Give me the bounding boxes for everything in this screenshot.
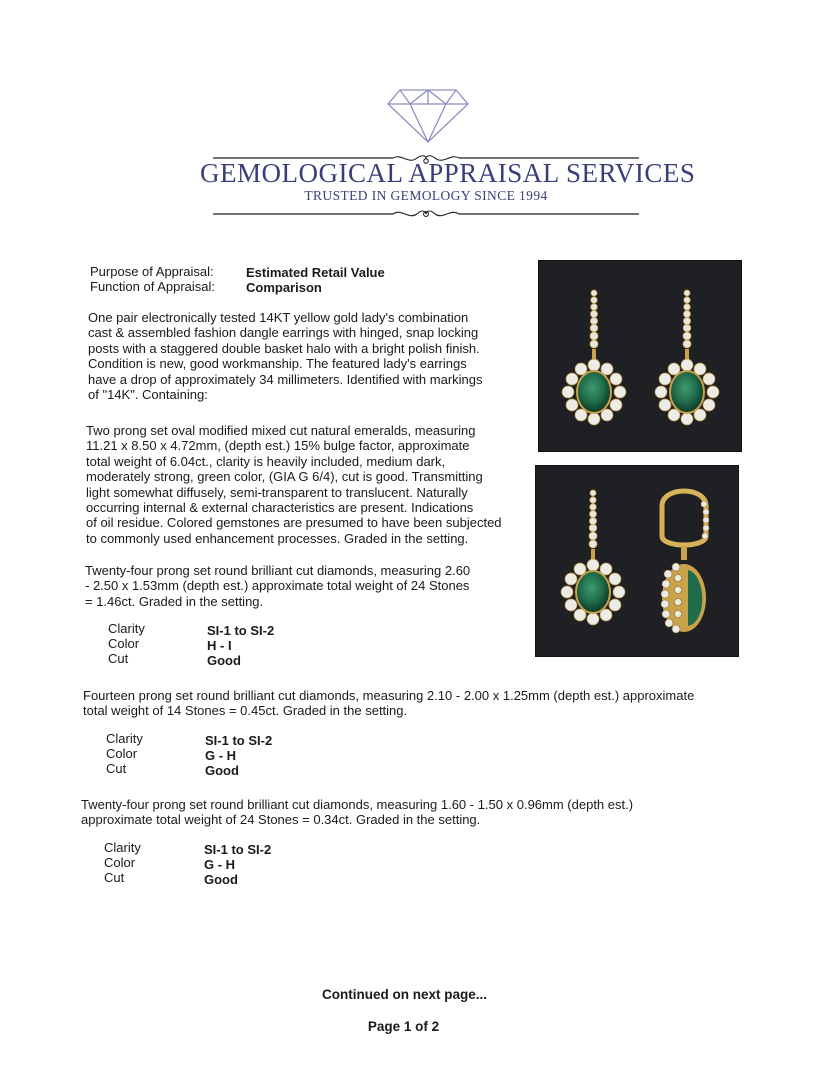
diamonds-2-description xyxy=(83,688,694,719)
grade-label: Color xyxy=(106,746,138,761)
diamonds-2-line: Fourteen prong set round brilliant cut diamonds, measuring 2.10 - 2.00 x 1.25mm (depth est.) approximate xyxy=(83,688,695,703)
emerald-description xyxy=(86,423,502,546)
company-name: GEMOLOGICAL APPRAISAL SERVICES xyxy=(200,158,696,188)
description-line: One pair electronically tested 14KT yellow gold lady's combination xyxy=(88,310,469,325)
earring-description xyxy=(88,310,483,402)
earrings-front-photo xyxy=(538,260,742,452)
grade-value: SI-1 to SI-2 xyxy=(205,733,273,748)
grade-value: Good xyxy=(205,763,239,778)
grade-value: G - H xyxy=(205,748,237,763)
emerald-line: of oil residue. Colored gemstones are presumed to have been subjected xyxy=(86,515,502,531)
grade-label: Clarity xyxy=(106,731,143,746)
description-line: cast & assembled fashion dangle earrings with hinged, snap locking xyxy=(88,325,479,341)
purpose-value: Estimated Retail Value xyxy=(246,265,385,280)
header-ornament-bottom xyxy=(213,204,639,222)
emerald-line: Two prong set oval modified mixed cut natural emeralds, measuring xyxy=(86,423,476,438)
emerald-line: moderately strong, green color, (GIA G 6/4), cut is good. Transmitting xyxy=(86,469,483,485)
emerald-line: 11.21 x 8.50 x 4.72mm, (depth est.) 15% bulge factor, approximate xyxy=(86,438,470,454)
function-value: Comparison xyxy=(246,280,322,295)
earrings-side-photo xyxy=(535,465,739,657)
company-tagline: TRUSTED IN GEMOLOGY SINCE 1994 xyxy=(304,188,548,203)
grade-label: Color xyxy=(104,855,136,870)
diamonds-1-line: - 2.50 x 1.53mm (depth est.) approximate total weight of 24 Stones xyxy=(85,578,470,594)
grade-value: SI-1 to SI-2 xyxy=(207,623,275,638)
emerald-line: light somewhat diffusely, semi-transparent to translucent. Naturally xyxy=(86,484,468,500)
emerald-line: to commonly used enhancement processes. Graded in the setting. xyxy=(86,530,469,546)
grade-label: Clarity xyxy=(108,621,145,636)
diamonds-1-description xyxy=(85,563,470,609)
grade-label: Cut xyxy=(104,870,125,885)
page-number: Page 1 of 2 xyxy=(367,1019,440,1034)
purpose-label: Purpose of Appraisal: xyxy=(90,264,214,279)
description-line: Condition is new, good workmanship. The featured lady's earrings xyxy=(88,356,467,372)
grade-label: Cut xyxy=(108,651,129,666)
grade-label: Cut xyxy=(106,761,127,776)
grade-value: H - I xyxy=(207,638,232,653)
diamonds-2-line: total weight of 14 Stones = 0.45ct. Graded in the setting. xyxy=(83,703,408,719)
grade-value: SI-1 to SI-2 xyxy=(204,842,272,857)
description-line: posts with a staggered double basket halo with a bright polish finish. xyxy=(88,340,480,356)
grade-label: Color xyxy=(108,636,140,651)
grade-label: Clarity xyxy=(104,840,141,855)
diamonds-3-line: Twenty-four prong set round brilliant cut diamonds, measuring 1.60 - 1.50 x 0.96mm (depth est.) xyxy=(81,797,634,812)
grade-value: G - H xyxy=(204,857,236,872)
description-line: have a drop of approximately 34 millimeters. Identified with markings xyxy=(88,371,483,387)
continued-notice: Continued on next page... xyxy=(322,987,487,1002)
diamonds-3-description xyxy=(81,797,633,828)
grade-value: Good xyxy=(204,872,238,887)
grade-value: Good xyxy=(207,653,241,668)
diamonds-1-line: Twenty-four prong set round brilliant cut diamonds, measuring 2.60 xyxy=(85,563,471,578)
description-line: of "14K". Containing: xyxy=(88,387,208,403)
emerald-line: occurring internal & external characteristics are present. Indications xyxy=(86,500,474,516)
diamonds-1-line: = 1.46ct. Graded in the setting. xyxy=(85,593,264,609)
emerald-line: total weight of 6.04ct., clarity is heavily included, medium dark, xyxy=(86,453,446,469)
diamond-logo-icon xyxy=(386,88,470,144)
function-label: Function of Appraisal: xyxy=(90,279,216,294)
diamonds-3-line: approximate total weight of 24 Stones = 0.34ct. Graded in the setting. xyxy=(81,812,481,828)
